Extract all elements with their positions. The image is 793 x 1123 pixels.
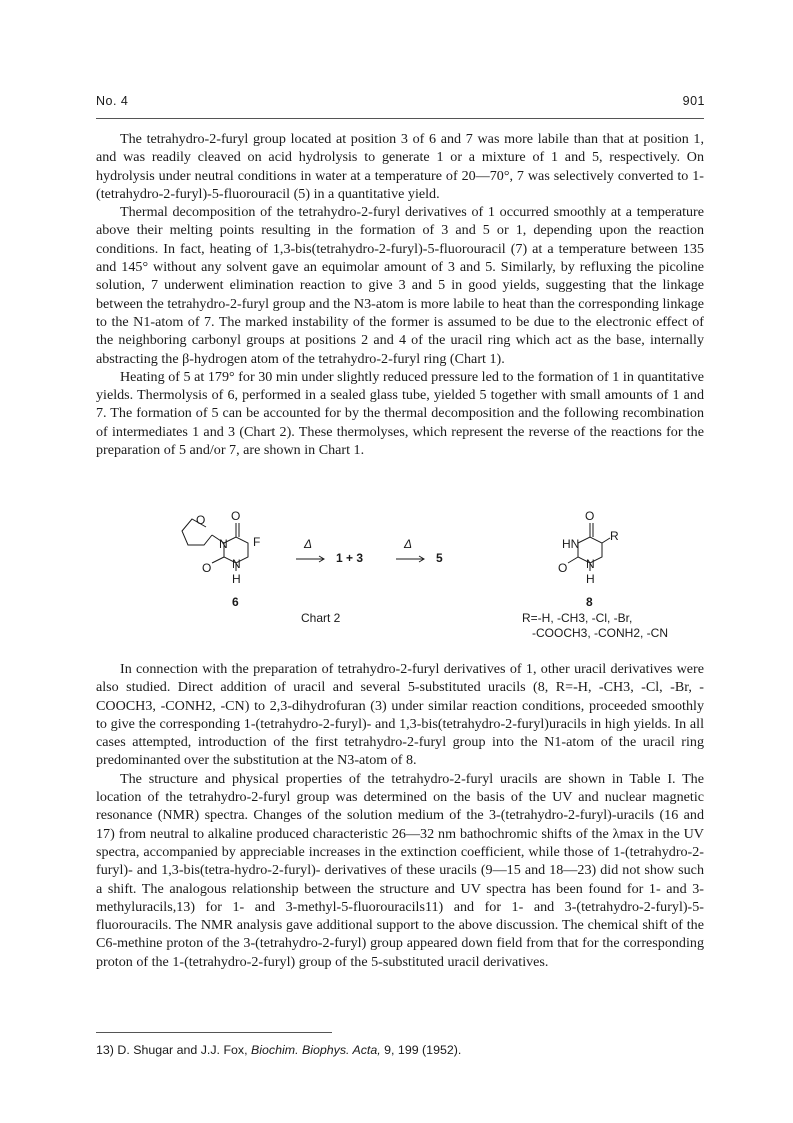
- atom-hn-8: HN: [562, 537, 580, 551]
- delta-label-1: Δ: [304, 537, 313, 551]
- running-header: [96, 90, 705, 114]
- atom-h-8: H: [586, 572, 595, 586]
- page-number: 901: [682, 94, 705, 108]
- chart-2-scheme: [96, 505, 704, 650]
- body-text-upper: [96, 130, 704, 459]
- footnote: [96, 1043, 461, 1057]
- issue-number: No. 4: [96, 94, 129, 108]
- footnote-ref: 13): [96, 1043, 114, 1057]
- r-groups-line-2: -COOCH3, -CONH2, -CN: [532, 626, 669, 640]
- atom-o-thf: O: [196, 513, 206, 527]
- header-rule: [96, 118, 704, 119]
- chart-caption: Chart 2: [301, 611, 341, 625]
- paragraph-2: Thermal decomposition of the tetrahydro-2-furyl derivatives of 1 occurred smoothly at a temperature above their melting points resulting in the formation of 3 and 5 or 1, depending upon the reaction conditions. In fact, heating of 1,3-bis(tetrahydro-2-furyl)-5-fluorouracil (7) at a temperature between 135 and 145° without any solvent gave an equimolar amount of 3 and 5. Similarly, by refluxing the picoline solution, 7 underwent elimination reaction to give 3 and 5 in good yields, suggesting that the linkage between the tetrahydro-2-furyl group and the N3-atom is more labile to heat than the corresponding linkage to the N1-atom of 7. The marked instability of the former is assumed to be due to the electronic effect of the neighboring carbonyl groups at positions 2 and 4 of the uracil ring which act as the base, internally abstracting the β-hydrogen atom of the tetrahydro-2-furyl ring (Chart 1).: [96, 204, 704, 367]
- atom-o-carbonyl-6: O: [231, 509, 241, 523]
- paragraph-4: In connection with the preparation of tetrahydro-2-furyl derivatives of 1, other uracil derivatives were also studied. Direct addition of uracil and several 5-substituted uracils (8, R=-H, -CH3, -Cl, -Br, -COOCH3, -CONH2, -CN) to 2,3-dihydrofuran (3) under similar reaction conditions, proceeded smoothly to give the corresponding 1-(tetrahydro-2-furyl)- and 1,3-bis(tetrahydro-2-furyl)uracils in high yields. In all cases attempted, introduction of the first tetrahydro-2-furyl group into the N1-atom of the uracil ring predominanted over the substitution at the N3-atom of 8.: [96, 661, 704, 769]
- body-text-lower: [96, 660, 704, 971]
- intermediates-label: 1 + 3: [336, 551, 364, 565]
- paragraph-3: Heating of 5 at 179° for 30 min under slightly reduced pressure led to the formation of 1 in quantitative yields. Thermolysis of 6, performed in a sealed glass tube, yielded 5 together with small amounts of 1 and 7. The formation of 5 can be accounted for by the thermal decomposition and the following recombination of intermediates 1 and 3 (Chart 2). These thermolyses, which represent the reverse of the reactions for the preparation of 5 and/or 7, are shown in Chart 1.: [96, 368, 704, 459]
- atom-r-8: R: [610, 529, 619, 543]
- paragraph-5: The structure and physical properties of the tetrahydro-2-furyl uracils are shown in Table I. The location of the tetrahydro-2-furyl group was determined on the basis of the UV and nuclear magnetic resonance (NMR) spectra. Changes of the solution medium of the 3-(tetrahydro-2-furyl)-uracils (16 and 17) from neutral to alkaline produced characteristic 26—32 nm bathochromic shifts of the λmax in the UV spectra, accompanied by appreciable increases in the extinction coefficient, while those of 1-(tetrahydro-2-furyl)- and 1,3-bis(tetra-hydro-2-furyl)- derivatives of these uracils (9—15 and 18—23) did not show such a shift. The analogous relationship between the structure and UV spectra has been found for 1- and 3-methyluracils,13) for 1- and 3-methyl-5-fluorouracils11) and for 1- and 3-(tetrahydro-2-furyl)-5-fluorouracils. The NMR analysis gave additional support to the above discussion. The chemical shift of the C6-methine proton of the 3-(tetrahydro-2-furyl) group appeared down field from that for the corresponding proton of the 1-(tetrahydro-2-furyl) group of the 5-substituted uracil derivatives.: [96, 770, 704, 970]
- atom-o2-6: O: [202, 561, 212, 575]
- paragraph-1: The tetrahydro-2-furyl group located at position 3 of 6 and 7 was more labile than that at position 1, and was readily cleaved on acid hydrolysis to generate 1 or a mixture of 1 and 5, respectively. On hydrolysis under neutral conditions in water at a temperature of 20—70°, 7 was selectively converted to 1-(tetrahydro-2-furyl)-5-fluorouracil (5) in a quantitative yield.: [96, 131, 704, 202]
- delta-label-2: Δ: [404, 537, 413, 551]
- atom-o-carbonyl-8: O: [585, 509, 595, 523]
- footnote-details: 9, 199 (1952).: [384, 1043, 462, 1057]
- compound-label-6: 6: [232, 595, 239, 609]
- atom-o2-8: O: [558, 561, 568, 575]
- atom-h-6: H: [232, 572, 241, 586]
- r-groups-line-1: R=-H, -CH3, -Cl, -Br,: [522, 611, 633, 625]
- compound-label-8: 8: [586, 595, 593, 609]
- atom-n3-6: N: [219, 537, 228, 551]
- atom-n1-6: N: [232, 557, 241, 571]
- product-label-5: 5: [436, 551, 443, 565]
- footnote-journal: Biochim. Biophys. Acta,: [251, 1043, 381, 1057]
- footnote-rule: [96, 1032, 332, 1033]
- footnote-authors: D. Shugar and J.J. Fox,: [117, 1043, 248, 1057]
- atom-n1-8: N: [586, 557, 595, 571]
- atom-f-6: F: [253, 535, 261, 549]
